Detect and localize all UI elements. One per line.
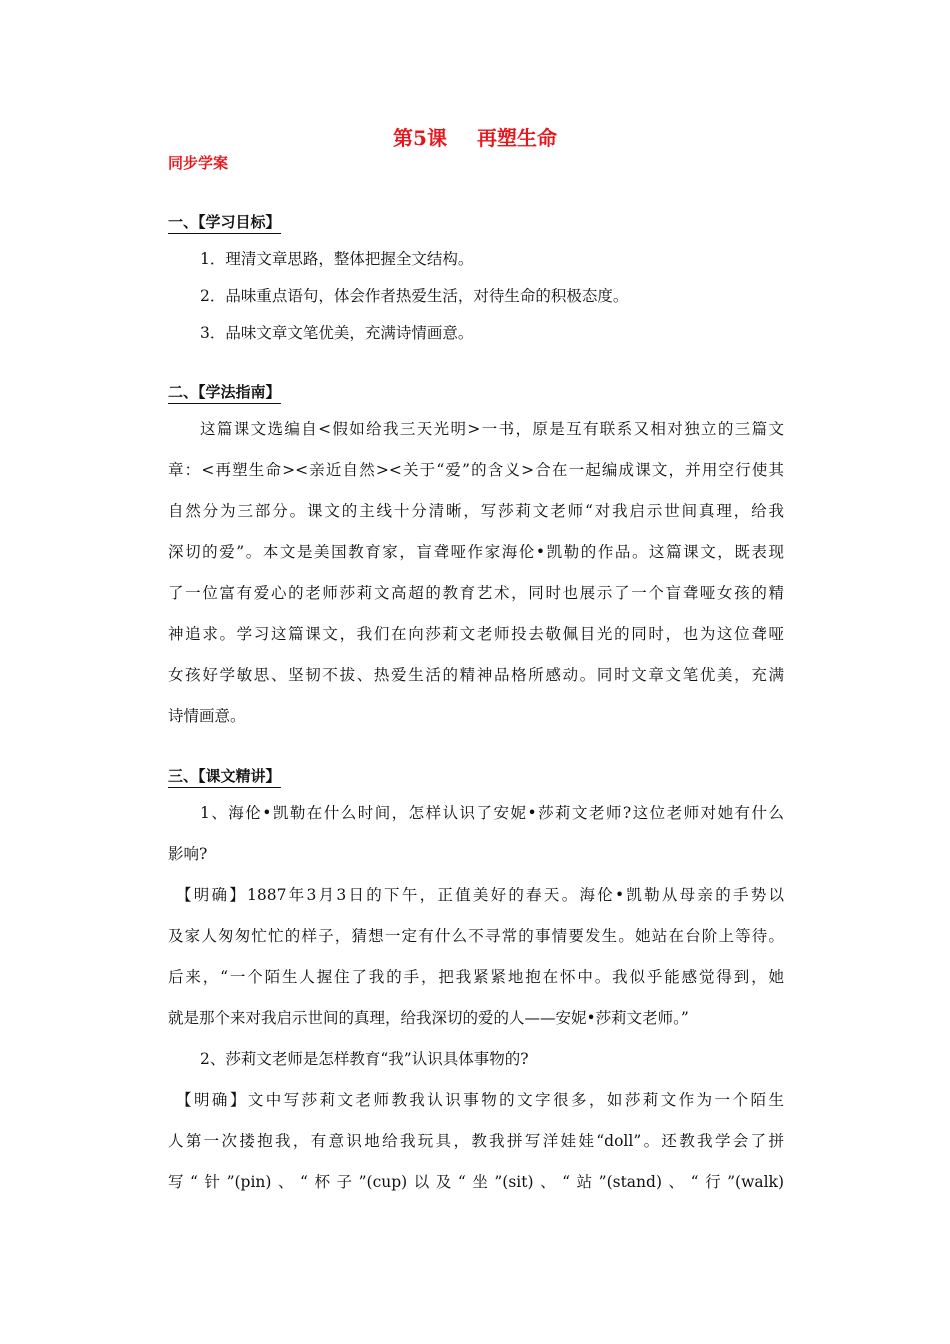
objective-item: 1．理清文章思路，整体把握全文结构。 [200,250,474,268]
section-heading-objectives: 一、【学习目标】 [168,211,281,234]
paragraph-line: 1、海伦•凯勒在什么时间，怎样认识了安妮•莎莉文老师?这位老师对她有什么 [200,804,784,822]
paragraph-line: 了一位富有爱心的老师莎莉文高超的教育艺术，同时也展示了一个盲聋哑女孩的精 [168,584,784,602]
paragraph-line: 人第一次搂抱我，有意识地给我玩具，教我拼写洋娃娃“doll”。还教我学会了拼 [168,1132,784,1150]
paragraph-line: 章：<再塑生命><亲近自然><关于“爱”的含义>合在一起编成课文，并用空行使其 [168,461,784,479]
paragraph-line: 影响? [168,845,208,863]
section-heading-lecture: 三、【课文精讲】 [168,765,281,788]
section-heading-method: 二、【学法指南】 [168,381,281,404]
subtitle: 同步学案 [168,154,229,172]
paragraph-line: 女孩好学敏思、坚韧不拔、热爱生活的精神品格所感动。同时文章文笔优美，充满 [168,666,784,684]
paragraph-line: 这篇课文选编自<假如给我三天光明>一书，原是互有联系又相对独立的三篇文 [200,420,784,438]
objective-item: 2．品味重点语句，体会作者热爱生活，对待生命的积极态度。 [200,287,629,305]
paragraph-line: 后来，“一个陌生人握住了我的手，把我紧紧地抱在怀中。我似乎能感觉得到，她 [168,968,784,986]
paragraph-line: 【明确】文中写莎莉文老师教我认识事物的文字很多，如莎莉文作为一个陌生 [176,1091,784,1109]
paragraph-line: 神追求。学习这篇课文，我们在向莎莉文老师投去敬佩目光的同时，也为这位聋哑 [168,625,784,643]
paragraph-line: 【明确】1887年3月3日的下午，正值美好的春天。海伦•凯勒从母亲的手势以 [176,886,784,904]
paragraph-line: 深切的爱”。本文是美国教育家，盲聋哑作家海伦•凯勒的作品。这篇课文，既表现 [168,543,784,561]
paragraph-line: 自然分为三部分。课文的主线十分清晰，写莎莉文老师“对我启示世间真理，给我 [168,502,784,520]
paragraph-line: 诗情画意。 [168,707,246,725]
paragraph-line: 就是那个来对我启示世间的真理，给我深切的爱的人——安妮•莎莉文老师。” [168,1009,689,1027]
paragraph-line: 写“针”(pin)、“杯子”(cup)以及“坐”(sit)、“站”(stand)、“行”(walk) [168,1173,784,1191]
paragraph-line: 2、莎莉文老师是怎样教育“我”认识具体事物的? [200,1050,529,1068]
paragraph-line: 及家人匆匆忙忙的样子，猜想一定有什么不寻常的事情要发生。她站在台阶上等待。 [168,927,784,945]
lesson-name: 再塑生命 [476,126,557,150]
objective-item: 3．品味文章文笔优美，充满诗情画意。 [200,324,474,342]
lesson-number: 第5课 [393,126,447,150]
page-title [0,124,950,152]
